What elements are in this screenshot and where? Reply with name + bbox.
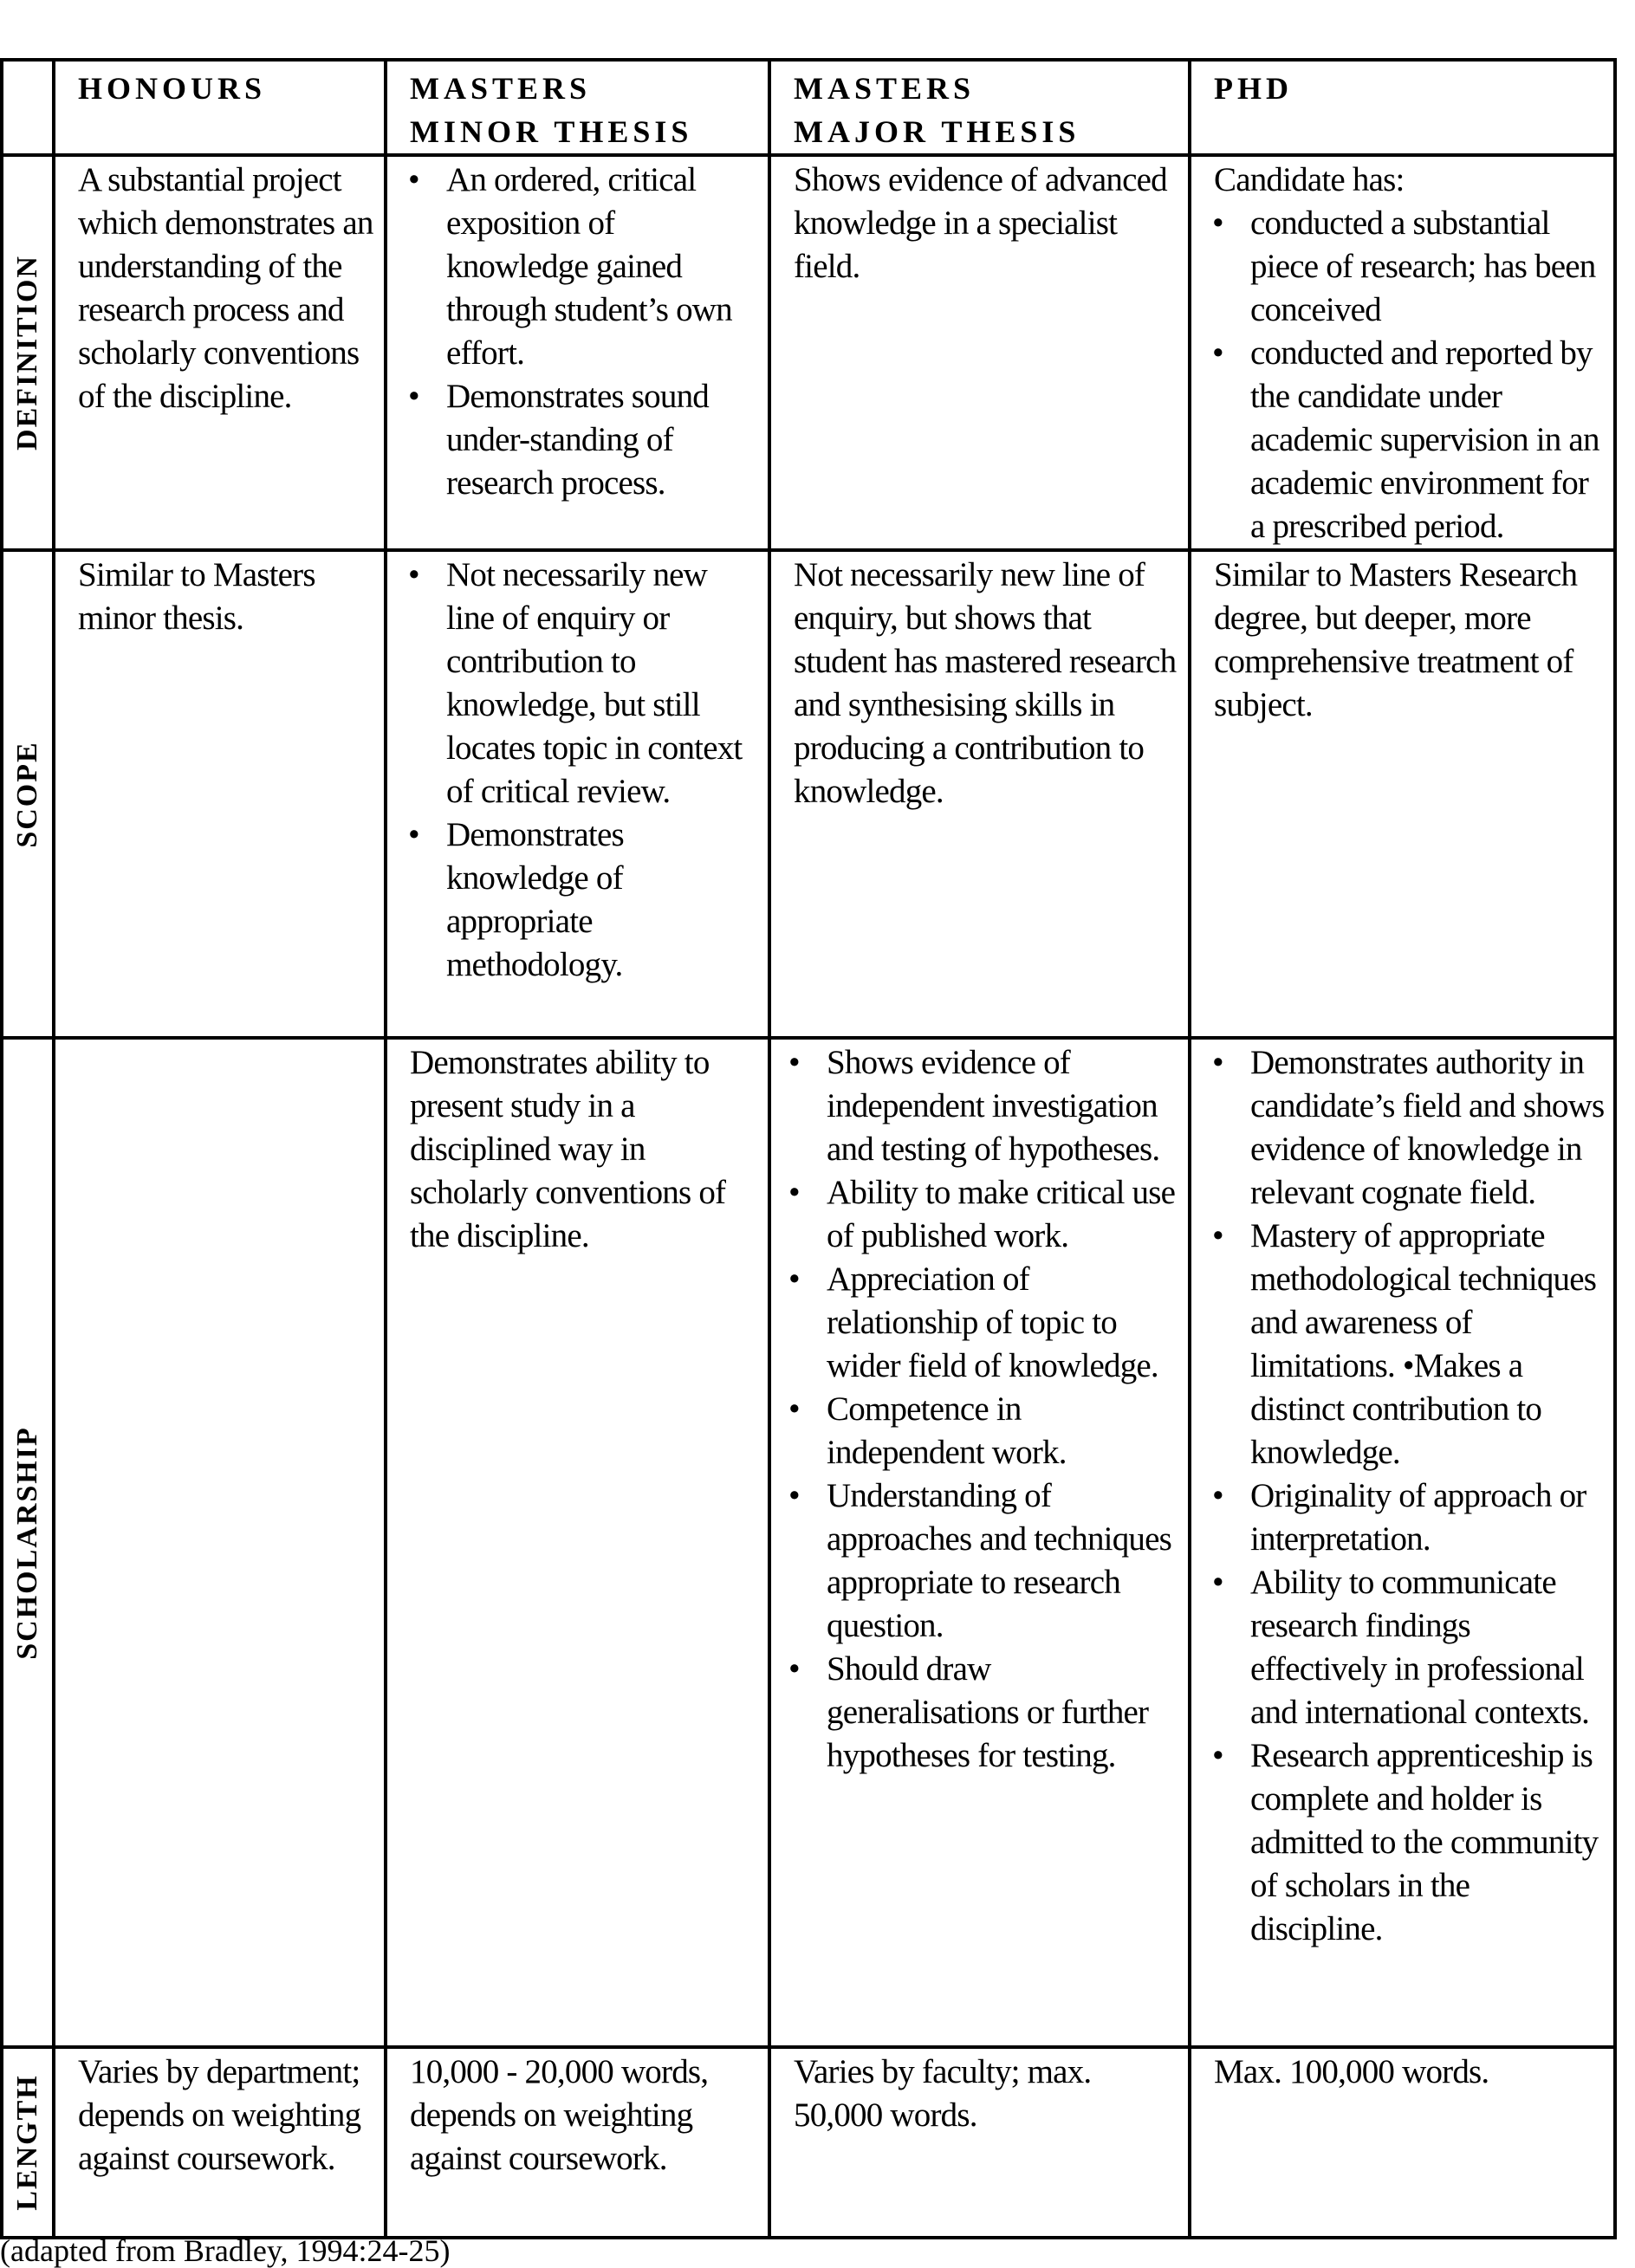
list-item: • Competence in independent work. (782, 1388, 1179, 1474)
source-caption: (adapted from Bradley, 1994:24-25) (0, 2233, 451, 2268)
cell-length-honours (54, 2047, 386, 2238)
list-item: • Not necessarily new line of enquiry or contribution to knowledge, but still locates topic in context of critical review. (401, 554, 759, 813)
cell-text: 10,000 - 20,000 words, depends on weighting against coursework. (410, 2053, 709, 2177)
cell-text: Similar to Masters minor thesis. (78, 556, 315, 637)
list-item: • Ability to make critical use of published work. (782, 1171, 1179, 1258)
row-label-scope (2, 550, 54, 1038)
cell-intro-text: Candidate has: (1214, 161, 1405, 198)
list-item: • Mastery of appropriate methodological techniques and awareness of limitations. •Makes a distinct contribution to knowledge. (1205, 1215, 1605, 1474)
list-item: • Understanding of approaches and techniques appropriate to research question. (782, 1474, 1179, 1648)
cell-scholarship-phd (1190, 1038, 1615, 2047)
list-item: • Shows evidence of independent investigation and testing of hypotheses. (782, 1041, 1179, 1171)
header-masters-minor (386, 60, 769, 155)
row-label-scholarship (2, 1038, 54, 2047)
cell-scholarship-major (769, 1038, 1190, 2047)
header-major-line2: MAJOR THESIS (794, 114, 1080, 149)
row-label-definition-text: DEFINITION (11, 255, 43, 450)
list-item: • conducted and reported by the candidate under academic supervision in an academic environment for a prescribed period. (1205, 332, 1605, 548)
list-item: • Research apprenticeship is complete and holder is admitted to the community of scholars in the discipline. (1205, 1734, 1605, 1951)
list-item: • Should draw generalisations or further hypotheses for testing. (782, 1648, 1179, 1778)
row-scope (2, 550, 1615, 1038)
header-minor-line1: MASTERS (410, 71, 592, 106)
cell-scholarship-honours (54, 1038, 386, 2047)
header-row (2, 60, 1615, 155)
cell-text: Varies by faculty; max. 50,000 words. (794, 2053, 1092, 2134)
cell-scope-minor (386, 550, 769, 1038)
bullet-list (782, 1041, 1179, 1778)
header-masters-major (769, 60, 1190, 155)
cell-text: Demonstrates ability to present study in a disciplined way in scholarly conventions of the discipline. (410, 1044, 726, 1254)
cell-definition-honours (54, 155, 386, 550)
cell-text: Not necessarily new line of enquiry, but shows that student has mastered research and synthesising skills in producing a contribution to knowledge. (794, 556, 1177, 810)
row-label-length-text: LENGTH (11, 2074, 43, 2211)
corner-cell (2, 60, 54, 155)
header-minor-line2: MINOR THESIS (410, 114, 693, 149)
list-item: • Demonstrates knowledge of appropriate methodology. (401, 813, 759, 987)
cell-text: Shows evidence of advanced knowledge in a specialist field. (794, 161, 1167, 285)
cell-text: Varies by department; depends on weighting against coursework. (78, 2053, 361, 2177)
header-honours-label: HONOURS (78, 71, 267, 106)
cell-length-phd (1190, 2047, 1615, 2238)
bullet-list (401, 159, 759, 505)
row-label-scholarship-text: SCHOLARSHIP (11, 1425, 43, 1660)
row-definition (2, 155, 1615, 550)
cell-text: A substantial project which demonstrates an understanding of the research process and scholarly conventions of the discipline. (78, 161, 373, 415)
cell-definition-major (769, 155, 1190, 550)
cell-scope-major (769, 550, 1190, 1038)
list-item: • Appreciation of relationship of topic to wider field of knowledge. (782, 1258, 1179, 1388)
list-item: • Originality of approach or interpretation. (1205, 1474, 1605, 1561)
header-phd-label: PHD (1214, 71, 1293, 106)
cell-scholarship-minor (386, 1038, 769, 2047)
degree-comparison-table (0, 58, 1617, 2239)
header-major-line1: MASTERS (794, 71, 976, 106)
cell-scope-phd (1190, 550, 1615, 1038)
bullet-list (1205, 1041, 1605, 1951)
cell-definition-phd (1190, 155, 1615, 550)
cell-definition-minor (386, 155, 769, 550)
list-item: • conducted a substantial piece of research; has been conceived (1205, 202, 1605, 332)
list-item: • Ability to communicate research findings effectively in professional and international contexts. (1205, 1561, 1605, 1734)
cell-scope-honours (54, 550, 386, 1038)
cell-text: Similar to Masters Research degree, but deeper, more comprehensive treatment of subject. (1214, 556, 1578, 723)
row-label-scope-text: SCOPE (11, 740, 43, 848)
row-label-length (2, 2047, 54, 2238)
list-item: • Demonstrates sound under-standing of research process. (401, 375, 759, 505)
list-item: • Demonstrates authority in candidate’s field and shows evidence of knowledge in relevant cognate field. (1205, 1041, 1605, 1215)
row-label-definition (2, 155, 54, 550)
list-item: • An ordered, critical exposition of knowledge gained through student’s own effort. (401, 159, 759, 375)
cell-text: Max. 100,000 words. (1214, 2053, 1489, 2090)
row-scholarship (2, 1038, 1615, 2047)
header-phd (1190, 60, 1615, 155)
bullet-list (1205, 202, 1605, 548)
header-honours (54, 60, 386, 155)
cell-length-minor (386, 2047, 769, 2238)
cell-length-major (769, 2047, 1190, 2238)
bullet-list (401, 554, 759, 987)
row-length (2, 2047, 1615, 2238)
